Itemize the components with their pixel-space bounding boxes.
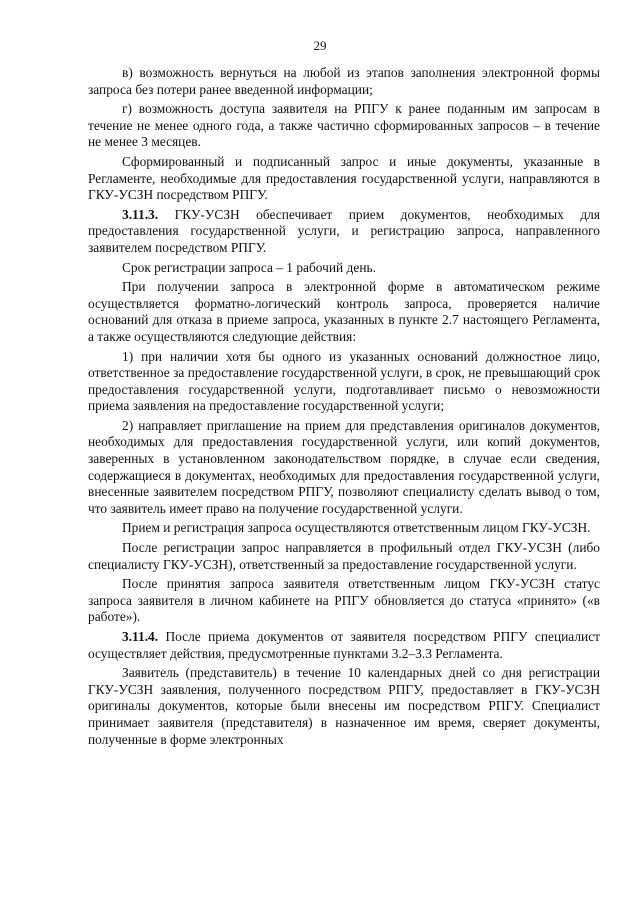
paragraph-text: г) возможность доступа заявителя на РПГУ к ранее поданным им запросам в течение не менее одного года, а также частично сформированных запросов – в течение не менее 3 месяцев.	[88, 101, 600, 150]
paragraph	[88, 418, 600, 518]
paragraph	[88, 101, 600, 151]
paragraph-text: 1) при наличии хотя бы одного из указанных оснований должностное лицо, ответственное за предоставление государственной услуги, в срок, не превышающий срок предоставления государственной услуги, подготавливает письмо о невозможности приема заявления на предоставление государственной услуги;	[88, 348, 600, 414]
paragraph	[88, 540, 600, 573]
paragraph-text: Срок регистрации запроса – 1 рабочий день.	[122, 259, 376, 275]
paragraph	[88, 629, 600, 662]
paragraph	[88, 576, 600, 626]
paragraph-text: После приема документов от заявителя посредством РПГУ специалист осуществляет действия, предусмотренные пунктами 3.2–3.3 Регламента.	[88, 629, 600, 661]
paragraph	[88, 65, 600, 98]
paragraph-text: После регистрации запрос направляется в профильный отдел ГКУ-УСЗН (либо специалисту ГКУ-УСЗН), ответственный за предоставление государственной услуги.	[88, 540, 600, 572]
paragraph	[88, 279, 600, 345]
paragraph	[88, 520, 600, 537]
section-number: 3.11.4.	[122, 629, 159, 644]
paragraph	[88, 260, 600, 277]
section-number: 3.11.3.	[122, 206, 159, 222]
paragraph-text: в) возможность вернуться на любой из этапов заполнения электронной формы запроса без потери ранее введенной информации;	[88, 65, 600, 97]
document-body	[88, 65, 600, 751]
paragraph-text: 2) направляет приглашение на прием для представления оригиналов документов, необходимых для предоставления государственной услуги, или копий документов, заверенных в установленном законодательством порядке, в случае если сведения, содержащиеся в документах, необходимых для предоставления государственной услуги, внесенные заявителем посредством РПГУ, позволяют специалисту сделать вывод о том, что заявитель имеет право на получение государственной услуги.	[88, 417, 600, 516]
paragraph-text: Заявитель (представитель) в течение 10 календарных дней со дня регистрации ГКУ-УСЗН заявления, полученного посредством РПГУ, предоставляет в ГКУ-УСЗН оригиналы документов, которые были внесены им посредством РПГУ. Специалист принимает заявителя (представителя) в назначенное им время, сверяет документы, полученные в форме электронных	[88, 665, 600, 747]
paragraph	[88, 154, 600, 204]
page-number: 29	[313, 38, 327, 53]
paragraph	[88, 349, 600, 415]
paragraph-text: После принятия запроса заявителя ответственным лицом ГКУ-УСЗН статус запроса заявителя в личном кабинете на РПГУ обновляется до статуса «принято» («в работе»).	[88, 576, 600, 625]
paragraph	[88, 207, 600, 257]
paragraph-text: ГКУ-УСЗН обеспечивает прием документов, необходимых для предоставления государственной услуги, и регистрацию запроса, направленного заявителем посредством РПГУ.	[88, 206, 600, 255]
paragraph-text: Прием и регистрация запроса осуществляются ответственным лицом ГКУ-УСЗН.	[122, 520, 591, 536]
paragraph	[88, 665, 600, 748]
paragraph-text: Сформированный и подписанный запрос и иные документы, указанные в Регламенте, необходимые для предоставления государственной услуги, направляются в ГКУ-УСЗН посредством РПГУ.	[88, 153, 600, 203]
paragraph-text: При получении запроса в электронной форме в автоматическом режиме осуществляется форматно-логический контроль запроса, проверяется наличие оснований для отказа в приеме запроса, указанных в пункте 2.7 настоящего Регламента, а также осуществляются следующие действия:	[88, 279, 600, 344]
